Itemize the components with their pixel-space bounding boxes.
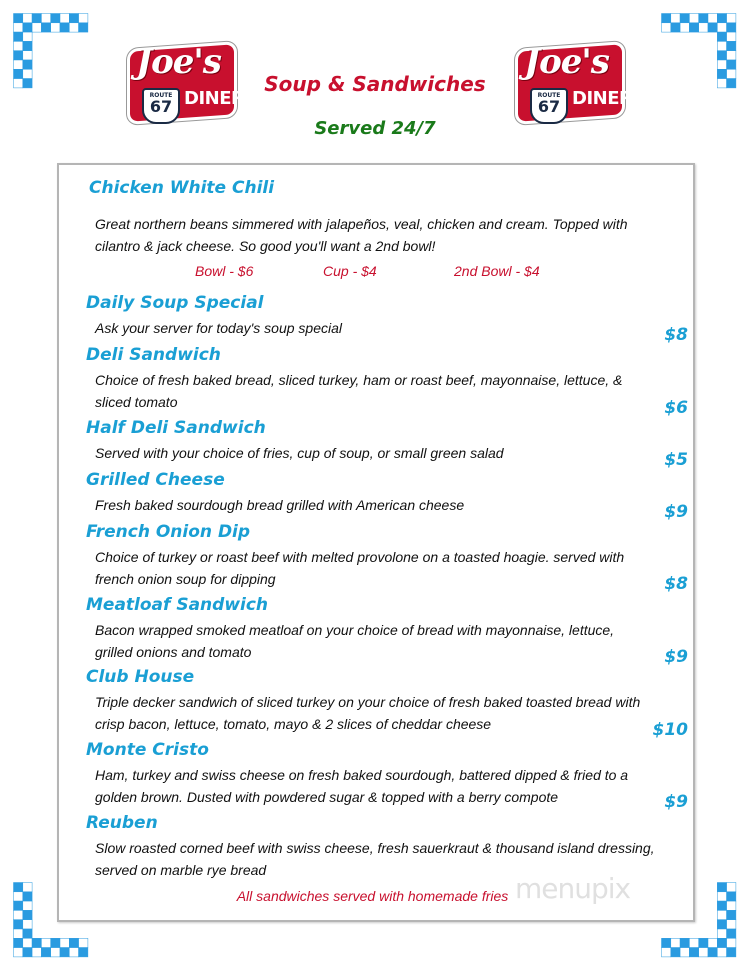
item-name: Grilled Cheese <box>86 470 225 490</box>
item-price: $9 <box>664 647 688 667</box>
page-title: Soup & Sandwiches <box>264 72 486 96</box>
item-desc: Served with your choice of fries, cup of soup, or small green salad <box>95 445 504 461</box>
item-desc: Triple decker sandwich of sliced turkey on your choice of fresh baked toasted bread with crisp bacon, lettuce, tomato, mayo & 2 slices of cheddar cheese <box>95 694 641 732</box>
item-name: Daily Soup Special <box>86 293 264 313</box>
item-price: $9 <box>664 792 688 812</box>
item-price: $10 <box>652 720 688 740</box>
item-name: Meatloaf Sandwich <box>86 595 269 615</box>
item-desc: Bacon wrapped smoked meatloaf on your choice of bread with mayonnaise, lettuce, grilled onions and tomato <box>95 622 615 660</box>
item-desc: Ham, turkey and swiss cheese on fresh baked sourdough, battered dipped & fried to a golden brown. Dusted with powdered sugar & topped with a berry compote <box>95 767 629 805</box>
item-price: $8 <box>664 325 688 345</box>
footer-note: All sandwiches served with homemade fries <box>236 888 509 904</box>
item-desc: Fresh baked sourdough bread grilled with American cheese <box>95 497 465 513</box>
watermark: menupix <box>515 872 631 905</box>
item-desc: Choice of turkey or roast beef with melted provolone on a toasted hoagie. served with french onion soup for dipping <box>95 549 625 587</box>
item-name: Chicken White Chili <box>89 178 275 198</box>
item-desc: Great northern beans simmered with jalapeños, veal, chicken and cream. Topped with cilantro & jack cheese. So good you'll want a 2nd bowl! <box>95 216 628 254</box>
item-name: French Onion Dip <box>86 522 251 542</box>
joes-diner-logo-right: Joe's DINER ROUTE 67 <box>512 30 630 130</box>
chili-option-bowl: Bowl - $6 <box>195 263 254 279</box>
page-subtitle: Served 24/7 <box>314 118 436 139</box>
item-price: $8 <box>664 574 688 594</box>
item-name: Deli Sandwich <box>86 345 221 365</box>
joes-diner-logo-left: Joe's DINER ROUTE 67 <box>124 30 242 130</box>
item-desc: Slow roasted corned beef with swiss cheese, fresh sauerkraut & thousand island dressing, served on marble rye bread <box>95 840 655 878</box>
item-name: Half Deli Sandwich <box>86 418 266 438</box>
item-desc: Ask your server for today's soup special <box>95 320 343 336</box>
item-name: Reuben <box>86 813 158 833</box>
item-price: $5 <box>664 450 688 470</box>
item-price: $6 <box>664 398 688 418</box>
chili-option-cup: Cup - $4 <box>323 263 377 279</box>
chili-option-2nd-bowl: 2nd Bowl - $4 <box>454 263 540 279</box>
item-desc: Choice of fresh baked bread, sliced turkey, ham or roast beef, mayonnaise, lettuce, & sliced tomato <box>95 372 623 410</box>
item-name: Monte Cristo <box>86 740 209 760</box>
item-name: Club House <box>86 667 195 687</box>
item-price: $9 <box>664 502 688 522</box>
